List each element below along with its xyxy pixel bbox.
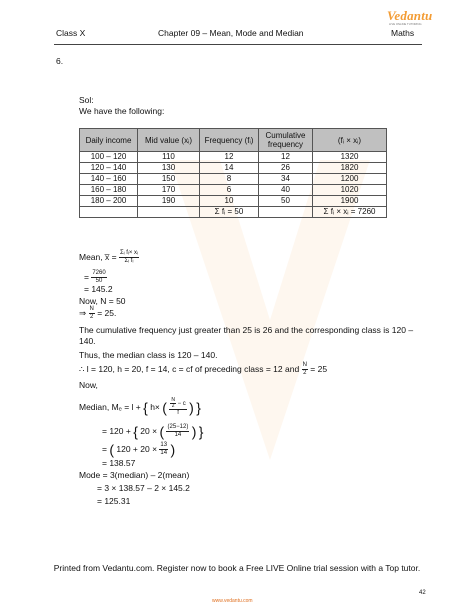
table-cell: 140 – 160 [80,174,138,185]
cumulative-frequency-text-line-1: The cumulative frequency just greater than 25 is 26 and the corresponding class is 120 – [79,325,414,335]
table-cell: 14 [200,163,259,174]
right-brace: } [196,399,201,416]
median-step-1-mult: 20 × [140,425,158,436]
fraction-numerator: N [89,306,94,312]
table-total-row [80,207,387,218]
fraction-denominator: 14 [160,450,168,456]
table-cell: 1320 [313,152,387,163]
n-value-line: Now, N = 50 [79,296,126,306]
table-cell-product-sum: Σ fᵢ × xᵢ = 7260 [313,207,387,218]
equals-sign: = [84,271,89,282]
solution-intro: We have the following: [79,106,165,116]
table-cell: 40 [259,185,313,196]
median-class-line: Thus, the median class is 120 – 140. [79,350,218,360]
n-half-result: = 25. [97,307,117,318]
table-cell: 10 [200,196,259,207]
left-paren: ( [162,399,167,416]
right-paren: ) [170,441,176,458]
header-daily-income: Daily income [80,129,138,152]
header-class-label: Class X [56,28,86,38]
fraction-numerator: N [302,362,307,368]
median-step-1-prefix: = 120 + [102,425,131,436]
mode-step: = 3 × 138.57 – 2 × 145.2 [97,483,190,493]
median-parameters-line [79,362,327,377]
left-brace: { [133,423,138,440]
right-brace: } [198,423,204,440]
table-cell: 8 [200,174,259,185]
fraction-denominator: 50 [95,278,103,284]
table-cell: 190 [138,196,200,207]
fraction-numerator: N [171,397,175,403]
header-fx-product: (fᵢ × xᵢ) [313,129,387,152]
right-paren: ) [189,399,194,416]
median-step-1-fraction [166,424,189,439]
logo-wordmark: Vedantu [387,8,433,23]
table-cell: 150 [138,174,200,185]
right-paren: ) [191,423,197,440]
median-step-2-body: 120 + 20 × [116,443,158,454]
mean-formula [79,250,139,265]
table-cell: 170 [138,185,200,196]
median-formula [79,398,201,417]
median-label: Median, Mₑ = l + [79,401,141,412]
header-divider [54,44,422,45]
implies-arrow: ⇒ [79,307,87,318]
table-row [80,174,387,185]
frequency-table [79,128,387,218]
now-label: Now, [79,380,98,390]
header-frequency: Frequency (fᵢ) [200,129,259,152]
table-row [80,196,387,207]
median-step-2 [102,442,175,457]
left-brace: { [143,399,148,416]
median-h-times: h× [150,401,160,412]
footer-url: www.vedantu.com [212,598,253,604]
cumulative-frequency-text-line-2: 140. [79,336,96,346]
table-cell: 12 [200,152,259,163]
fraction-denominator: 14 [174,432,182,438]
table-cell: 180 – 200 [80,196,138,207]
logo-tagline: LIVE ONLINE TUTORING [389,22,422,26]
n-half-line [79,306,116,321]
mean-result: = 145.2 [84,284,113,294]
table-cell [80,207,138,218]
header-cumulative-frequency: Cumulative frequency [259,129,313,152]
fraction-numerator [169,398,186,410]
table-cell: 34 [259,174,313,185]
table-row [80,185,387,196]
header-chapter-title: Chapter 09 – Mean, Mode and Median [158,28,304,38]
table-cell: 110 [138,152,200,163]
minus-c: − c [177,401,186,408]
median-step-1 [102,424,203,439]
table-cell-frequency-sum: Σ fᵢ = 50 [200,207,259,218]
mode-formula: Mode = 3(median) – 2(mean) [79,470,190,480]
median-parameters-text: ∴ l = 120, h = 20, f = 14, c = cf of preceding class = 12 and [79,363,300,374]
fraction-denominator: Σᵢ fᵢ [124,258,134,264]
table-cell: 6 [200,185,259,196]
table-cell: 26 [259,163,313,174]
table-cell: 1020 [313,185,387,196]
fraction-numerator: (25−12) [167,424,189,430]
table-cell: 1200 [313,174,387,185]
table-row [80,152,387,163]
table-header-row [80,129,387,152]
question-number: 6. [56,56,64,66]
fraction-denominator: 2 [90,314,94,320]
header-subject: Maths [391,28,415,38]
mean-step [84,270,107,285]
page-number: 42 [419,590,426,596]
table-cell: 160 – 180 [80,185,138,196]
median-step-2-fraction [159,442,168,457]
table-cell [138,207,200,218]
table-cell: 120 – 140 [80,163,138,174]
fraction-denominator: f [177,410,179,416]
n-half-fraction [89,306,95,321]
n-over-2 [170,398,176,409]
left-paren: ( [109,441,115,458]
fraction-denominator: 2 [171,403,175,409]
mean-step-fraction [91,270,106,285]
params-result: = 25 [310,363,328,374]
params-fraction [302,362,308,377]
mode-result: = 125.31 [97,496,131,506]
median-result: = 138.57 [102,458,136,468]
header-mid-value: Mid value (xᵢ) [138,129,200,152]
solution-label: Sol: [79,95,94,105]
mean-fraction [119,250,139,265]
fraction-denominator: 2 [303,370,307,376]
footer-print-notice: Printed from Vedantu.com. Register now to book a Free LIVE Online trial session with a Top tutor. [53,563,421,573]
median-inner-fraction [169,398,186,417]
median-step-2-prefix: = [102,443,107,454]
vedantu-logo [383,5,433,27]
table-cell: 100 – 120 [80,152,138,163]
table-cell [259,207,313,218]
mean-label: Mean, x̅ = [79,251,117,262]
table-cell: 130 [138,163,200,174]
table-row [80,163,387,174]
fraction-numerator: 13 [160,442,168,448]
fraction-numerator: Σᵢ fᵢ× xᵢ [119,250,138,256]
table-cell: 12 [259,152,313,163]
fraction-numerator: 7260 [92,270,106,276]
table-cell: 50 [259,196,313,207]
table-cell: 1900 [313,196,387,207]
left-paren: ( [159,423,165,440]
table-cell: 1820 [313,163,387,174]
